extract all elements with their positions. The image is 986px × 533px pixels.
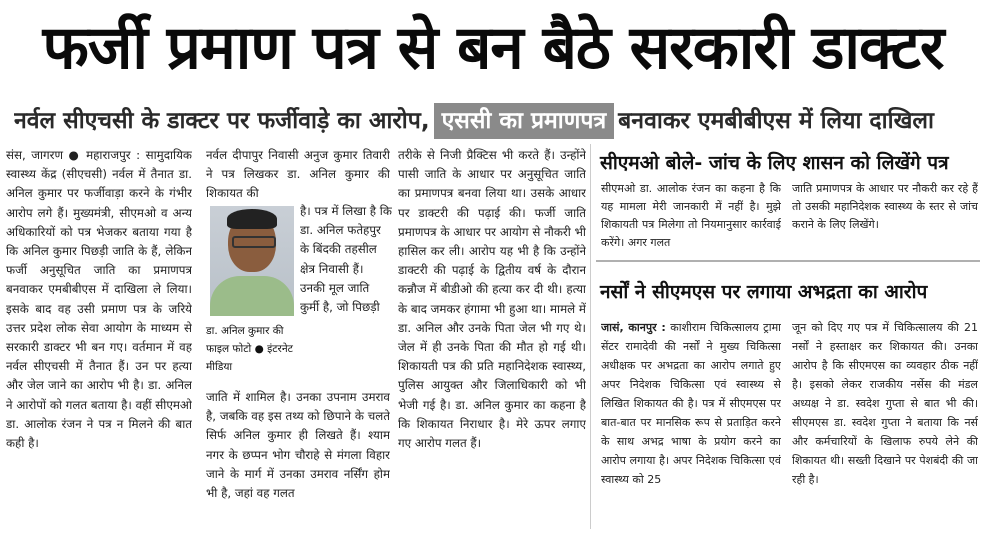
main-story-column-1: [6, 146, 192, 526]
photo-shirt: [210, 276, 294, 316]
side-story-body: काशीराम चिकित्सालय ट्रामा सेंटर रामादेवी की नर्सों ने मुख्य चिकित्सा अधीक्षक पर अभद्रता का आरोप लगाते हुए अपर निदेशक चिकित्सा एवं स्वास्थ्य से लिखित शिकायत की है। पत्र में सीएमएस पर बात-बात पर मानसिक रूप से प्रताड़ित करने के साथ अभद्र भाषा के प्रयोग करने का आरोप लगाया है। अपर निदेशक चिकित्सा एवं स्वास्थ्य को 25: [601, 321, 781, 486]
doctor-photo: [210, 206, 294, 316]
photo-glasses: [232, 236, 276, 248]
main-story-column-2-side: [300, 202, 392, 390]
subheadline-before: नर्वल सीएचसी के डाक्टर पर फर्जीवाड़े का आरोप,: [14, 108, 430, 134]
subheadline-highlight: एससी का प्रमाणपत्र: [434, 103, 615, 139]
main-story-text: तरीके से निजी प्रैक्टिस भी करते हैं। उन्होंने पासी जाति के आधार पर अनुसूचित जाति का प्रमाणपत्र बनवा लिया था। उसके आधार पर डाक्टरी की पढ़ाई की। फर्जी जाति प्रमाणपत्र के आधार पर आयोग से नौकरी भी हासिल कर ली। आरोप यह भी है कि उन्होंने डाक्टरी की पढ़ाई के द्वितीय वर्ष के दौरान कन्नौज में बीडीओ की हत्या कर दी थी। हत्या के बाद जमकर हंगामा भी हुआ था। मामले में डा. अनिल और उनके पिता जेल भी गए थे। जेल में ही उनके पिता की मौत हो गई थी। शिकायती पत्र की प्रति महानिदेशक स्वास्थ्य, पुलिस आयुक्त और जिलाधिकारी को भी भेजी गई है। डा. अनिल कुमार का कहना है कि शिकायत निराधार है। मेरे ऊपर लगाए गए आरोप गलत हैं।: [398, 148, 586, 451]
main-story-column-2-bottom: [206, 388, 390, 528]
column-divider: [590, 144, 591, 529]
main-story-text: जाति में शामिल है। उनका उपनाम उमराव है, जबकि वह इस तथ्य को छिपाने के चलते सिर्फ अनिल कुमार ही लिखते हैं। श्याम नगर के छप्पन भोग चौराहे से मंगला विहार जाने के मार्ग में उनका उमराव नर्सिंग होम भी है, जहां वह गलत: [206, 390, 390, 501]
main-story-text: नर्वल दीपापुर निवासी अनुज कुमार तिवारी ने पत्र लिखकर डा. अनिल कुमार की शिकायत की: [206, 148, 390, 201]
side-story-text: जाति प्रमाणपत्र के आधार पर नौकरी कर रहे हैं तो उसकी महानिदेशक स्वास्थ्य के स्तर से जांच कराने के लिए लिखेंगे।: [792, 182, 978, 231]
main-story-text: संस, जागरण ● महाराजपुर : सामुदायिक स्वास्थ्य केंद्र (सीएचसी) नर्वल में तैनात डा. अनिल कुमार पर फर्जीवाड़ा करने के गंभीर आरोप लगे हैं। मुख्यमंत्री, सीएमओ व अन्य अधिकारियों को पत्र भेजकर बताया गया है कि अनिल कुमार पिछड़ी जाति के हैं, लेकिन फर्जी अनुसूचित जाति का प्रमाणपत्र बनवाकर एमबीबीएस में दाखिला ले लिया। इसके बाद वह उसी प्रमाण पत्र के जरिये उत्तर प्रदेश लोक सेवा आयोग के माध्यम से सरकारी डाक्टर भी बन गए। वर्तमान में वह नर्वल सीएचसी में तैनात हैं। उन पर हत्या और जेल जाने का आरोप भी है। डा. अनिल ने आरोपों को गलत बताया है। वहीं सीएमओ डा. आलोक रंजन ने पत्र न मिलने की बात कही है।: [6, 148, 192, 451]
main-story-column-2-top: [206, 146, 390, 206]
main-story-column-3: [398, 146, 586, 526]
headline: फर्जी प्रमाण पत्र से बन बैठे सरकारी डाक्टर: [42, 13, 944, 83]
subheadline-after: बनवाकर एमबीबीएस में लिया दाखिला: [618, 108, 934, 134]
side-story-text: [601, 318, 781, 489]
photo-caption: डा. अनिल कुमार की फाइल फोटो ● इंटरनेट मीडिया: [206, 325, 293, 373]
side-story-1-column-2: [792, 180, 978, 255]
dateline: जासं, कानपुर :: [601, 321, 666, 334]
side-story-2-column-1: [601, 318, 781, 528]
section-divider: [596, 260, 980, 262]
photo-hair: [227, 209, 277, 229]
side-story-2-column-2: [792, 318, 978, 528]
side-story-1-title: सीएमओ बोले- जांच के लिए शासन को लिखेंगे पत्र: [600, 152, 949, 174]
main-story-text: है। पत्र में लिखा है कि डा. अनिल फतेहपुर के बिंदकी तहसील क्षेत्र निवासी हैं। उनकी मूल जाति कुर्मी है, जो पिछड़ी: [300, 204, 392, 315]
side-story-2-title: नर्सों ने सीएमएस पर लगाया अभद्रता का आरोप: [600, 281, 928, 303]
side-story-text: सीएमओ डा. आलोक रंजन का कहना है कि यह मामला मेरी जानकारी में नहीं है। मुझे शिकायती पत्र मिलेगा तो नियमानुसार कार्रवाई करेंगे। अगर गलत: [601, 182, 781, 249]
side-story-1-column-1: [601, 180, 781, 255]
side-story-text: जून को दिए गए पत्र में चिकित्सालय की 21 नर्सों ने हस्ताक्षर कर शिकायत की। उनका आरोप है कि सीएमएस का व्यवहार ठीक नहीं है। इसको लेकर राजकीय नर्सेस की मंडल अध्यक्ष ने डा. स्वदेश गुप्ता से बात भी की। सीएमएस डा. स्वदेश गुप्ता ने बताया कि नर्स और कर्मचारियों के खिलाफ रुपये लेने की शिकायत थी। सख्ती दिखाने पर पेशबंदी की जा रही है।: [792, 321, 978, 486]
subheadline: [14, 99, 976, 143]
